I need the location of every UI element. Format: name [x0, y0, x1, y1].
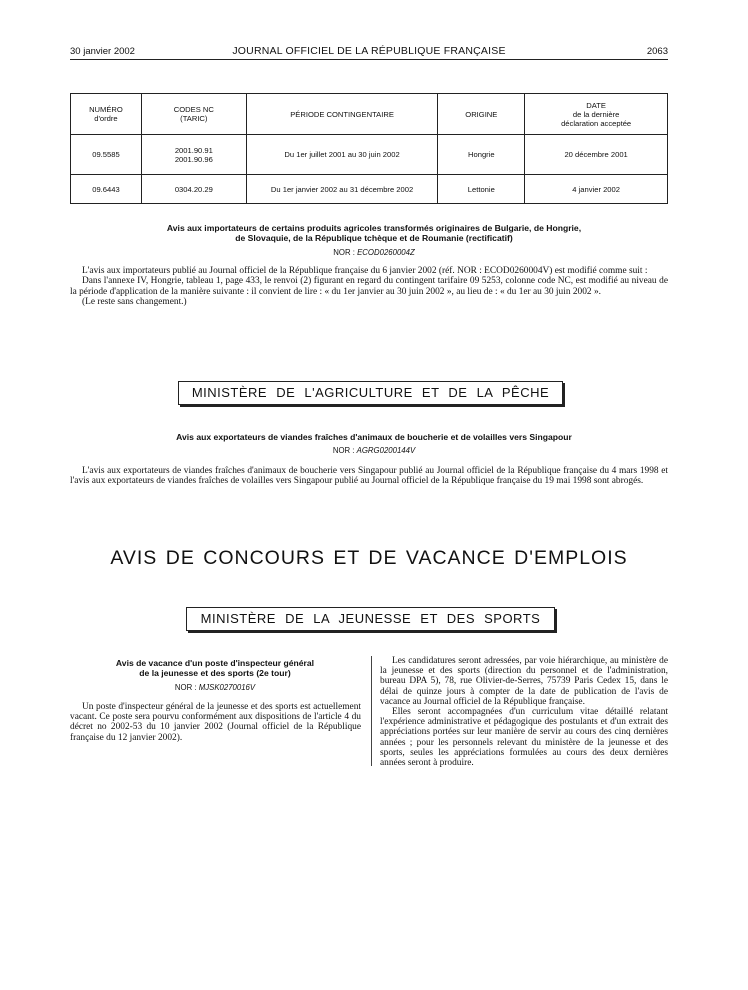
header-page-number: 2063 [646, 46, 668, 57]
paragraph: Un poste d'inspecteur général de la jeunesse et des sports est actuellement vacant. Ce poste sera pourvu conformément aux dispositions de l'article 4 du décret no 2002-53 du 10 janvier 2002 (Journal officiel de la République française du 12 janvier 2002). [70, 702, 361, 743]
paragraph: L'avis aux importateurs publié au Journal officiel de la République française du 6 janvier 2002 (réf. NOR : ECOD0260004V) est modifié comme suit : [82, 266, 648, 276]
paragraph: Elles seront accompagnées d'un curriculum vitae détaillé relatant l'expérience administrative et pédagogique des postulants et d'un extrait des appréciations portées sur leur manière de servir au cours des cinq dernières années ; pour les personnels relevant du ministère de la jeunesse et des sports, seules les appréciations formulées au cours des deux dernières années seront à produire. [380, 707, 668, 769]
ministry-banner-jeunesse: MINISTÈRE DE LA JEUNESSE ET DES SPORTS [186, 607, 555, 631]
table-row [71, 175, 668, 204]
cell-numero: 09.6443 [71, 175, 142, 204]
avis1-body [70, 266, 668, 308]
ministry-banner-agriculture: MINISTÈRE DE L'AGRICULTURE ET DE LA PÊCHE [178, 381, 563, 405]
header-journal-title: JOURNAL OFFICIEL DE LA RÉPUBLIQUE FRANÇAISE [232, 45, 506, 57]
cell-codes: 0304.20.29 [141, 175, 246, 204]
table-row [71, 135, 668, 175]
header-rule [70, 59, 668, 60]
paragraph: (Le reste sans changement.) [82, 297, 187, 308]
col-header-periode: PÉRIODE CONTINGENTAIRE [246, 94, 438, 135]
avis1-nor: NOR : ECOD0260004Z [333, 248, 415, 257]
paragraph: Les candidatures seront adressées, par voie hiérarchique, au ministère de la jeunesse et des sports (direction du personnel et de l'administration, bureau DPA 5), 78, rue Olivier-de-Serres, 75739 Paris Cedex 15, dans le délai de quinze jours à compter de la date de publication de l'avis de vacance au Journal officiel de la République française. [380, 656, 668, 707]
avis3-nor: NOR : MJSK0270016V [174, 683, 256, 692]
paragraph: Dans l'annexe IV, Hongrie, tableau 1, page 433, le renvoi (2) figurant en regard du contingent tarifaire 09 5253, colonne code NC, est modifié au niveau de la période d'application de la manière suivante : il convient de lire : « du 1er janvier au 30 juin 2002 », au lieu de : « du 1er au 30 juin 2002 ». [70, 276, 668, 297]
quota-table [70, 93, 668, 204]
column-separator [371, 656, 372, 766]
avis3-title: Avis de vacance d'un poste d'inspecteur général de la jeunesse et des sports (2e tour) [115, 658, 315, 678]
cell-numero: 09.5585 [71, 135, 142, 175]
avis1-title: Avis aux importateurs de certains produits agricoles transformés originaires de Bulgarie, de Hongrie, de Slovaquie, de la République tchèque et de Roumanie (rectificatif) [166, 223, 582, 243]
cell-date: 20 décembre 2001 [525, 135, 668, 175]
avis3-column-left [70, 702, 361, 743]
cell-periode: Du 1er janvier 2002 au 31 décembre 2002 [246, 175, 438, 204]
avis2-title: Avis aux exportateurs de viandes fraîches d'animaux de boucherie et de volailles vers Singapour [176, 432, 572, 442]
avis2-body [70, 466, 668, 487]
avis2-nor: NOR : AGRG0200144V [332, 446, 416, 455]
cell-origine: Lettonie [438, 175, 525, 204]
col-header-codes: CODES NC (TARIC) [141, 94, 246, 135]
cell-origine: Hongrie [438, 135, 525, 175]
col-header-date: DATE de la dernière déclaration acceptée [525, 94, 668, 135]
cell-periode: Du 1er juillet 2001 au 30 juin 2002 [246, 135, 438, 175]
table-header-row [71, 94, 668, 135]
avis3-column-right [380, 656, 668, 768]
paragraph: L'avis aux exportateurs de viandes fraîches d'animaux de boucherie vers Singapour publié au Journal officiel de la République française du 4 mars 1998 et l'avis aux exportateurs de viandes fraîches de volailles vers Singapour publié au Journal officiel de la République française du 19 mai 1998 sont abrogés. [70, 466, 668, 487]
page-header [70, 44, 668, 60]
header-date: 30 janvier 2002 [70, 46, 135, 57]
cell-date: 4 janvier 2002 [525, 175, 668, 204]
section-title: AVIS DE CONCOURS ET DE VACANCE D'EMPLOIS [110, 547, 628, 569]
cell-codes: 2001.90.91 2001.90.96 [141, 135, 246, 175]
col-header-origine: ORIGINE [438, 94, 525, 135]
col-header-numero: NUMÉRO d'ordre [71, 94, 142, 135]
